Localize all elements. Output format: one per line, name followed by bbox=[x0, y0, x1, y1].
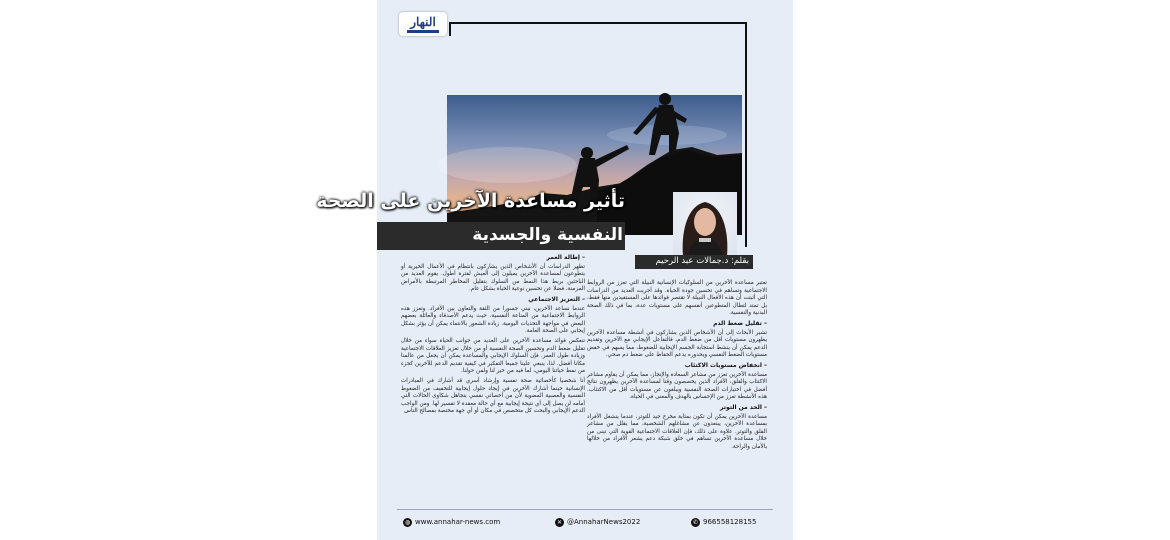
globe-icon: ◍ bbox=[404, 518, 411, 526]
footer-website[interactable] bbox=[403, 518, 500, 527]
author-byline: بقلم: د.جمالات عبد الرحيم bbox=[655, 256, 749, 266]
section-heading: – الحد من التوتر bbox=[720, 403, 767, 411]
article-column-left bbox=[401, 254, 585, 418]
footer-phone[interactable] bbox=[691, 518, 756, 527]
paragraph: مساعدة الآخرين تعزز من مشاعر السعادة والإنجاز، مما يمكن أن يقاوم مشاعر الاكتئاب والقلق، الأفراد الذين يخصصون وقتا لمساعدة الآخرين يظهرون نتائج أفضل في اختبارات الصحة النفسية ويبلغون عن مستويات أقل من الاكتئاب. هذه الأنشطة تعزز من الإحساس بالهدف والمعنى في الحياة. bbox=[587, 371, 767, 401]
section-heading: – إطالة العمر bbox=[546, 254, 585, 261]
page-footer bbox=[377, 512, 793, 532]
article-column-right bbox=[587, 280, 767, 453]
newspaper-logo bbox=[399, 12, 447, 36]
footer-website-text: www.annahar-news.com bbox=[415, 518, 501, 526]
paragraph: تظهر الدراسات أن الأشخاص الذين يشاركون بانتظام في الأعمال الخيرية أو يتطوعون لمساعدة الآخرين يميلون إلى العيش لفترة أطول. يقوم العديد من الباحثين بربط هذا النمط من السلوك بتقليل المخاطر المرتبطة بالأمراض المزمنة، فضلا عن تحسين نوعية الحياة بشكل عام. bbox=[401, 263, 585, 293]
footer-phone-text: 966558128155 bbox=[703, 518, 757, 526]
article-title-line-2: النفسية والجسدية bbox=[472, 225, 623, 245]
logo-underline bbox=[407, 30, 439, 33]
article-title-line-1: تأثير مساعدة الآخرين على الصحة bbox=[316, 190, 625, 212]
section-heading: – التعزيز الاجتماعي bbox=[528, 295, 585, 303]
paragraph: مساعدة الآخرين يمكن أن تكون بمثابة مخرج جيد للتوتر، عندما ينشغل الأفراد بمساعدة الآخرين، يبتعدون عن مشاغلهم الشخصية، مما يقلل من مشاعر القلق والتوتر. علاوة على ذلك، فإن العلاقات الاجتماعية القوية التي تبنى من خلال مساعدة الآخرين تساهم في خلق شبكة دعم يشعر الأفراد من خلالها بالأمان والراحة. bbox=[587, 413, 767, 450]
x-social-icon: ✕ bbox=[556, 518, 563, 526]
footer-social[interactable] bbox=[555, 518, 640, 527]
footer-divider bbox=[397, 509, 773, 510]
footer-social-text: @AnnaharNews2022 bbox=[567, 518, 641, 526]
whatsapp-icon: ✆ bbox=[692, 518, 699, 526]
section-heading: – انخفاض مستويات الاكتئاب bbox=[684, 361, 767, 369]
frame-line-left bbox=[449, 22, 451, 36]
paragraph: عندما نساعد الآخرين، نبني جسورا من الثقة والتعاون بين الأفراد. وتعزز هذه الروابط الاجتماعية من المناعة النفسية، حيث يدعم الأصدقاء والعائلة بعضهم البعض في مواجهة التحديات اليومية. زيادة الشعور بالانتماء يمكن أن يؤثر بشكل إيجابي على الصحة العامة. bbox=[401, 305, 585, 335]
newspaper-page bbox=[316, 0, 793, 540]
paragraph: أنا شخصيا كأخصائية صحة نفسية وإرشاد أسري قد أشارك في المبادرات الإنسانية حينما أشارك الآخرين في إيجاد حلول إيجابية للتخفيف من الضغوط النفسية والعصبية المضوية لأن من أخصائي نفسي يتجاهل شكاوى الحالات التي أمامه لن يصل إلى أي نتيجة إيجابية مع أي حالة معقدة لا تفسير لها. ومن الواجب الدعم الإيجابي والبحث كل متخصص في مكان أو أي جهة مختصة بمصالح الناس bbox=[401, 377, 585, 415]
paragraph: تعتبر مساعدة الآخرين من السلوكيات الإنسانية النبيلة التي تعزز من الروابط الاجتماعية وتساهم في تحسين جودة الحياة. وقد أجريت العديد من الدراسات التي أثبتت أن هذه الأفعال النبيلة لا تقتصر فوائدها على المستفيدين منها فقط، بل تمتد لتطال المتطوعين أنفسهم على مستويات عدة، بما في ذلك الصحة البدنية والنفسية. bbox=[587, 280, 767, 317]
paragraph: تنعكس فوائد مساعدة الآخرين على العديد من جوانب الحياة سواء من خلال تقليل ضغط الدم وتحسين الصحة النفسية أو من خلال تعزيز العلاقات الاجتماعية وزيادة طول العمر. فإن السلوك الإيجابي والمساعدة يمكن أن يجعل من عالمنا مكانا أفضل. لذا، ينبغي علينا جميعا التفكير في كيفية تقديم الدعم للآخرين كجزء من نمط حياتنا اليومي، لما فيه من خير لنا ولمن حولنا. bbox=[401, 337, 585, 375]
author-photo bbox=[673, 192, 737, 256]
logo-text: النهار bbox=[410, 14, 436, 29]
author-portrait-image bbox=[673, 192, 737, 256]
frame-line-top bbox=[449, 22, 747, 24]
section-heading: – تقليل ضغط الدم bbox=[713, 319, 767, 327]
frame-line-right bbox=[745, 22, 747, 247]
paragraph: تشير الأبحاث إلى أن الأشخاص الذين يشاركون في أنشطة مساعدة الآخرين يظهرون مستويات أقل من ضغط الدم، فالتفاعل الإيجابي مع الآخرين وتقديم الدعم يمكن أن ينشط استجابة الجسم الإيجابية للضغوط، مما يسهم في خفض مستويات الضغط النفسي ويحدوره يدعم الحفاظ على ضغط دم صحي. bbox=[587, 329, 767, 359]
